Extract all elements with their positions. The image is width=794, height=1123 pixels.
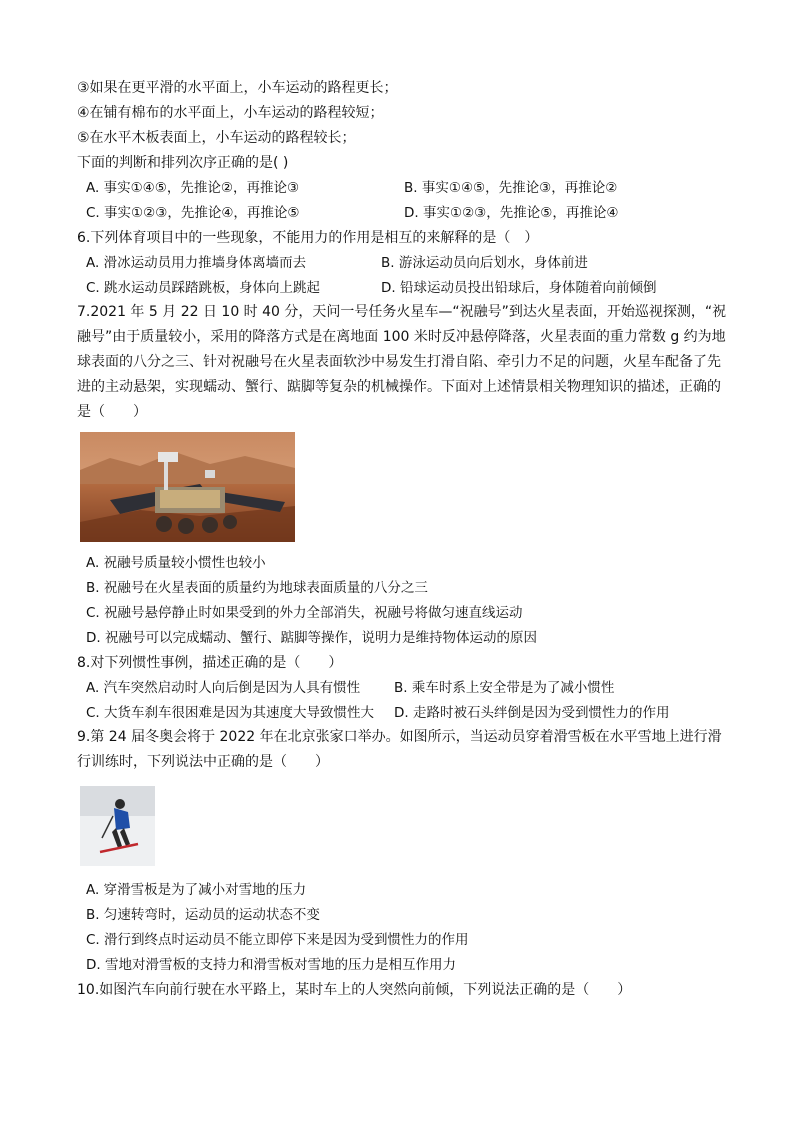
q6-option-a: A. 滑冰运动员用力推墙身体离墙而去: [86, 255, 307, 271]
q5-prompt: 下面的判断和排列次序正确的是( ): [77, 155, 289, 171]
q8-option-d: D. 走路时被石头绊倒是因为受到惯性力的作用: [394, 705, 670, 721]
q8-option-b: B. 乘车时系上安全带是为了减小惯性: [394, 680, 615, 696]
q9-option-c: C. 滑行到终点时运动员不能立即停下来是因为受到惯性力的作用: [86, 932, 469, 948]
statement-3: ③如果在更平滑的水平面上，小车运动的路程更长；: [77, 80, 398, 96]
q8-stem: 8.对下列惯性事例，描述正确的是（ ）: [77, 655, 343, 671]
q5-option-d: D. 事实①②③，先推论⑤，再推论④: [404, 205, 619, 221]
q7-stem: 7.2021 年 5 月 22 日 10 时 40 分，天问一号任务火星车—“祝融号”到达火星表面，开始巡视探测，“祝融号”由于质量较小，采用的降落方式是在离地面 100 米时反冲悬停降落，火星表面的重力常数 g 约为地球表面的八分之三、针对祝融号在火星表面软沙中易发生打滑自陷、牵引力不足的问题，火星车配备了先进的主动悬架，实现蠕动、蟹行、踮脚等复杂的机械操作。下面对上述情景相关物理知识的描述，正确的是（ ）: [77, 304, 727, 420]
q6-option-d: D. 铅球运动员投出铅球后，身体随着向前倾倒: [381, 280, 657, 296]
skier-image: [80, 786, 155, 866]
statement-4: ④在铺有棉布的水平面上，小车运动的路程较短；: [77, 105, 384, 121]
statement-5: ⑤在水平木板表面上，小车运动的路程较长；: [77, 130, 356, 146]
q7-option-b: B. 祝融号在火星表面的质量约为地球表面质量的八分之三: [86, 580, 428, 596]
q9-option-b: B. 匀速转弯时，运动员的运动状态不变: [86, 907, 320, 923]
q7-option-d: D. 祝融号可以完成蠕动、蟹行、踮脚等操作，说明力是维持物体运动的原因: [86, 630, 537, 646]
q6-option-c: C. 跳水运动员踩踏跳板，身体向上跳起: [86, 280, 321, 296]
q9-option-a: A. 穿滑雪板是为了减小对雪地的压力: [86, 882, 307, 898]
q7-option-a: A. 祝融号质量较小惯性也较小: [86, 555, 266, 571]
q10-stem: 10.如图汽车向前行驶在水平路上，某时车上的人突然向前倾，下列说法正确的是（ ）: [77, 982, 632, 998]
q9-option-d: D. 雪地对滑雪板的支持力和滑雪板对雪地的压力是相互作用力: [86, 957, 456, 973]
q8-option-a: A. 汽车突然启动时人向后倒是因为人具有惯性: [86, 680, 361, 696]
q5-option-b: B. 事实①④⑤，先推论③，再推论②: [404, 180, 618, 196]
q6-option-b: B. 游泳运动员向后划水，身体前进: [381, 255, 588, 271]
q5-option-c: C. 事实①②③，先推论④，再推论⑤: [86, 205, 300, 221]
q7-option-c: C. 祝融号悬停静止时如果受到的外力全部消失，祝融号将做匀速直线运动: [86, 605, 523, 621]
q5-option-a: A. 事实①④⑤，先推论②，再推论③: [86, 180, 300, 196]
q9-stem: 9.第 24 届冬奥会将于 2022 年在北京张家口举办。如图所示，当运动员穿着滑雪板在水平雪地上进行滑行训练时，下列说法中正确的是（ ）: [77, 729, 722, 770]
q6-stem: 6.下列体育项目中的一些现象，不能用力的作用是相互的来解释的是（ ）: [77, 230, 539, 246]
q8-option-c: C. 大货车刹车很困难是因为其速度大导致惯性大: [86, 705, 375, 721]
mars-rover-image: [80, 432, 295, 542]
